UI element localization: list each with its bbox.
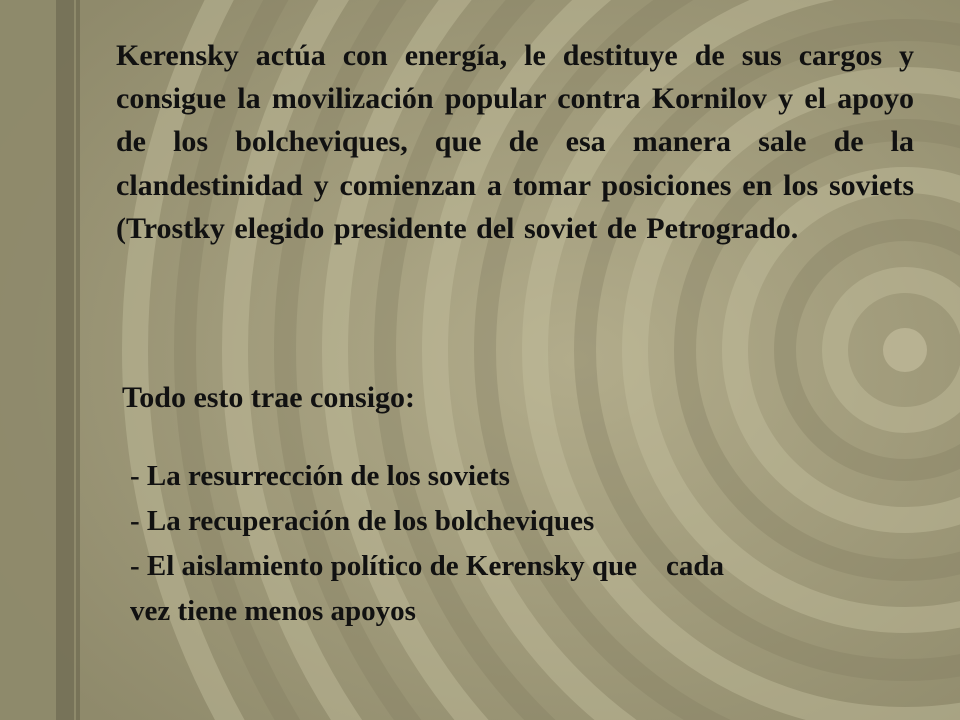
bullet-list	[130, 454, 890, 634]
section-heading: Todo esto trae consigo:	[122, 381, 416, 414]
body-paragraph: Kerensky actúa con energía, le destituye de sus cargos y consigue la movilización popular contra Kornilov y el apoyo de los bolcheviques, que de esa manera sale de la clandestinidad y comienzan a tomar posiciones en los soviets (Trostky elegido presidente del soviet de Petrogrado.	[116, 39, 914, 245]
bullet-item-continuation: vez tiene menos apoyos	[130, 595, 416, 627]
bullet-item: - El aislamiento político de Kerensky que cada	[130, 550, 724, 582]
bullet-item: - La resurrección de los soviets	[130, 460, 510, 492]
bullet-item: - La recuperación de los bolcheviques	[130, 505, 595, 537]
